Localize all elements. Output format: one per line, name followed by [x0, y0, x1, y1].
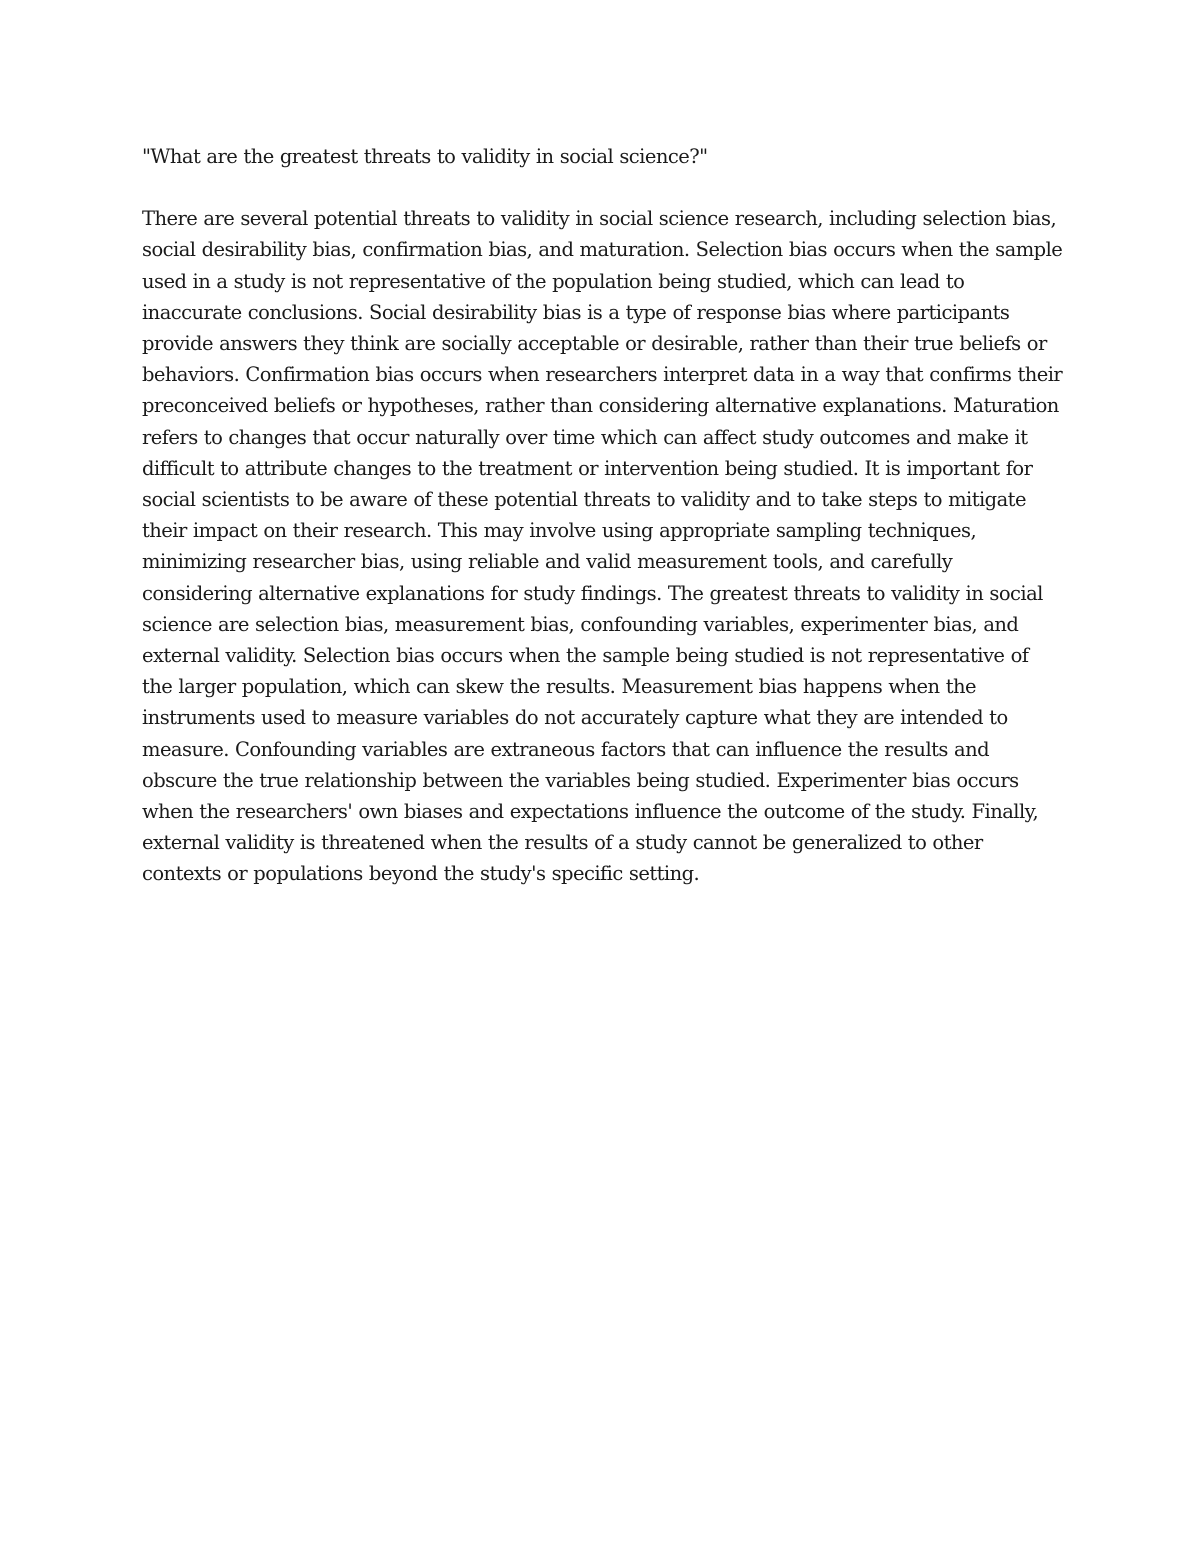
question-heading: "What are the greatest threats to validity in social science?" [142, 145, 708, 168]
document-content [142, 141, 1064, 890]
body-paragraph: There are several potential threats to validity in social science research, including selection bias, social desirability bias, confirmation bias, and maturation. Selection bias occurs when the sample used in a study is not representative of the population being studied, which can lead to inaccurate conclusions. Social desirability bias is a type of response bias where participants provide answers they think are socially acceptable or desirable, rather than their true beliefs or behaviors. Confirmation bias occurs when researchers interpret data in a way that confirms their preconceived beliefs or hypotheses, rather than considering alternative explanations. Maturation refers to changes that occur naturally over time which can affect study outcomes and make it difficult to attribute changes to the treatment or intervention being studied. It is important for social scientists to be aware of these potential threats to validity and to take steps to mitigate their impact on their research. This may involve using appropriate sampling techniques, minimizing researcher bias, using reliable and valid measurement tools, and carefully considering alternative explanations for study findings. The greatest threats to validity in social science are selection bias, measurement bias, confounding variables, experimenter bias, and external validity. Selection bias occurs when the sample being studied is not representative of the larger population, which can skew the results. Measurement bias happens when the instruments used to measure variables do not accurately capture what they are intended to measure. Confounding variables are extraneous factors that can influence the results and obscure the true relationship between the variables being studied. Experimenter bias occurs when the researchers' own biases and expectations influence the outcome of the study. Finally, external validity is threatened when the results of a study cannot be generalized to other contexts or populations beyond the study's specific setting. [142, 207, 1063, 886]
